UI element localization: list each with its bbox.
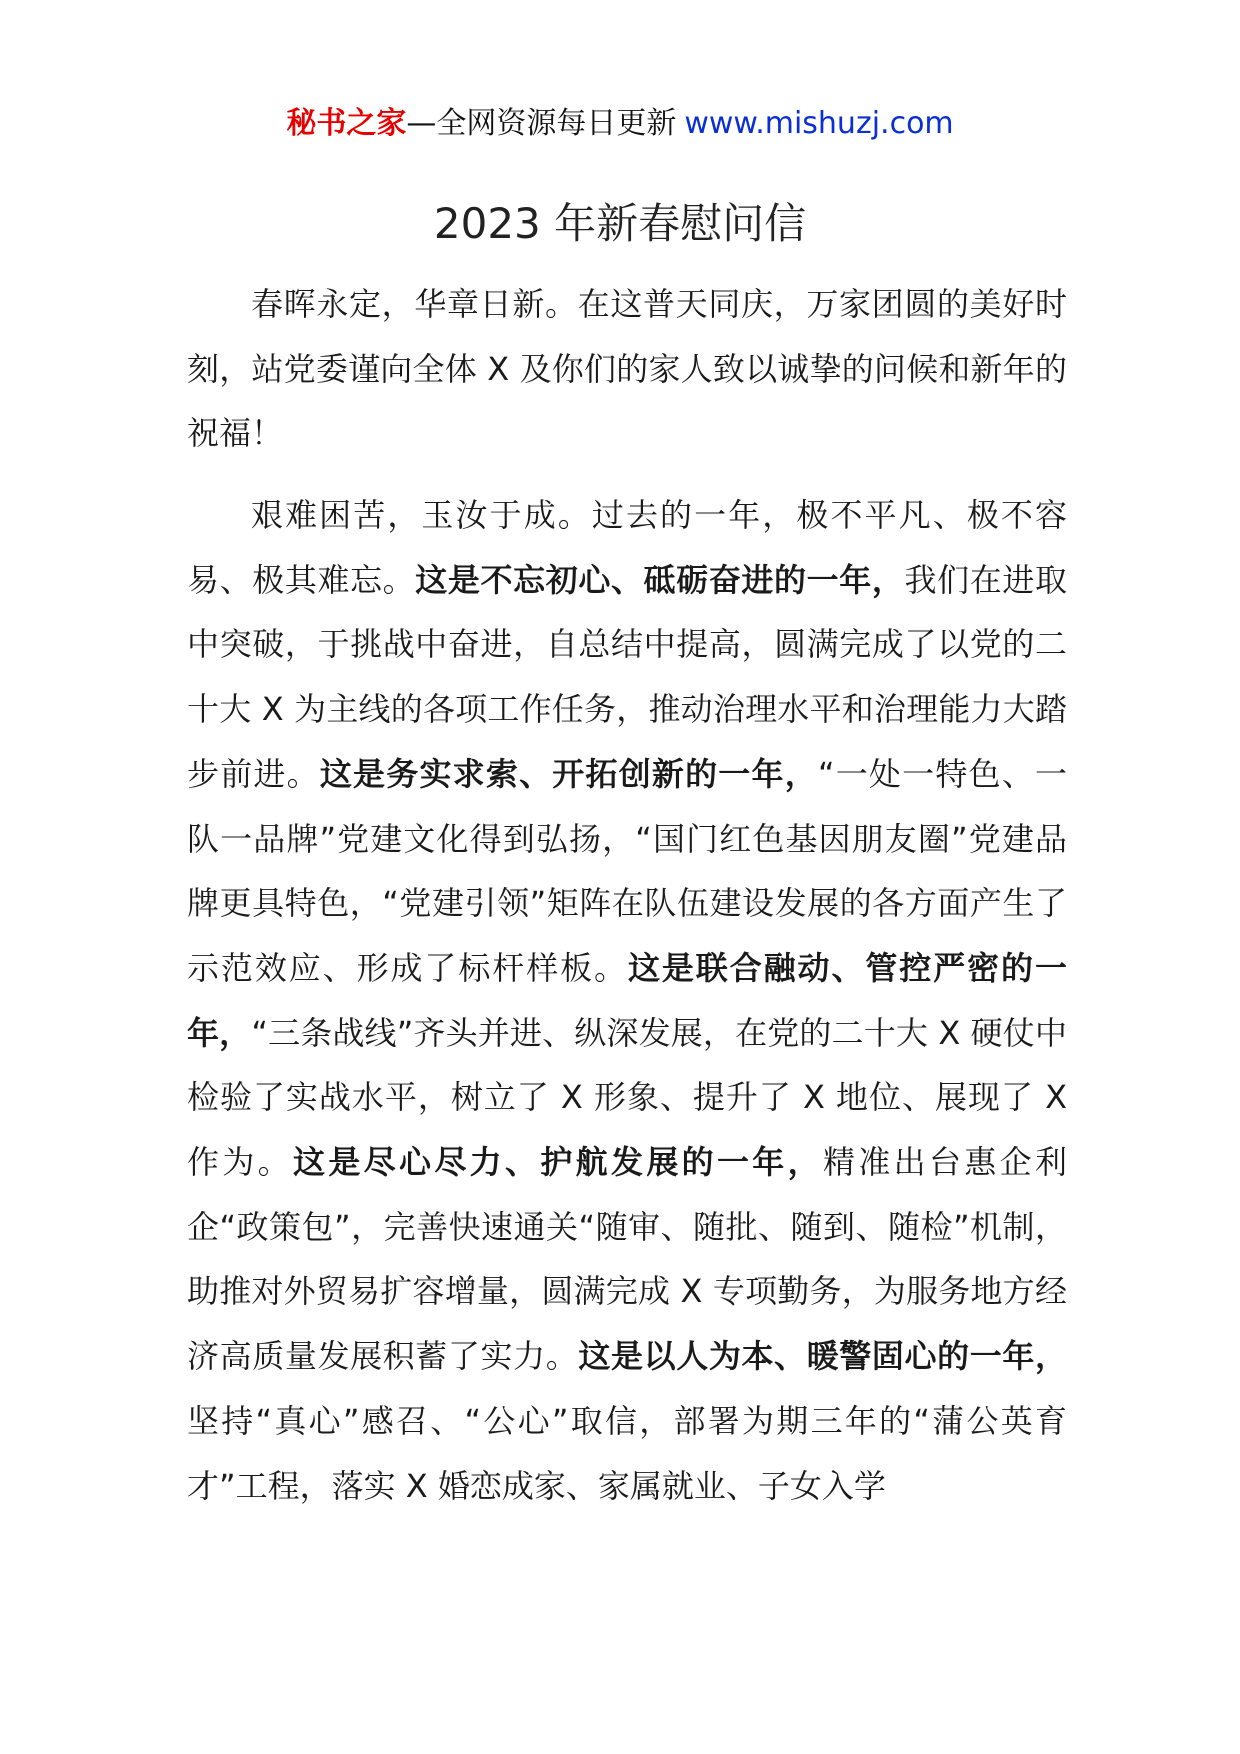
paragraph-text xyxy=(187,483,1067,1518)
paragraph-review xyxy=(187,483,1067,1518)
bold-highlight: 这是务实求索、开拓创新的一年， xyxy=(319,754,818,793)
brand-name: 秘书之家 xyxy=(286,106,407,141)
text-run: 艰难困苦，玉汝于成。过去的一年，极不平凡、极不容易、极其难忘。 xyxy=(187,496,1067,599)
text-run: 精准出台惠企利企“政策包”，完善快速通关“随审、随批、随到、随检”机制，助推对外贸易扩容增量，圆满完成 X 专项勤务，为服务地方经济高质量发展积蓄了实力。 xyxy=(187,1143,1067,1376)
paragraph-greeting xyxy=(187,272,1067,466)
header-tagline: —全网资源每日更新 xyxy=(406,106,677,141)
site-url-link[interactable]: www.mishuzj.com xyxy=(684,106,954,141)
text-run: “三条战线”齐头并进、纵深发展，在党的二十大 X 硬仗中检验了实战水平，树立了 X 形象、提升了 X 地位、展现了 X 作为。 xyxy=(187,1013,1067,1182)
text-run: 坚持“真心”感召、“公心”取信，部署为期三年的“蒲公英育才”工程，落实 X 婚恋成家、家属就业、子女入学 xyxy=(187,1401,1067,1505)
document-title: 2023 年新春慰问信 xyxy=(433,199,807,248)
text-run: 我们在进取中突破，于挑战中奋进，自总结中提高，圆满完成了以党的二十大 X 为主线的各项工作任务，推动治理水平和治理能力大踏步前进。 xyxy=(187,560,1067,793)
text-run: “一处一特色、一队一品牌”党建文化得到弘扬，“国门红色基因朋友圈”党建品牌更具特色，“党建引领”矩阵在队伍建设发展的各方面产生了示范效应、形成了标杆样板。 xyxy=(187,754,1067,987)
bold-highlight: 这是联合融动、管控严密的一年， xyxy=(187,948,1067,1052)
site-header xyxy=(0,104,1240,144)
bold-highlight: 这是以人为本、暖警固心的一年， xyxy=(578,1337,1067,1376)
bold-highlight: 这是不忘初心、砥砺奋进的一年， xyxy=(415,560,905,599)
bold-highlight: 这是尽心尽力、护航发展的一年， xyxy=(293,1143,823,1182)
paragraph-text: 春晖永定，华章日新。在这普天同庆，万家团圆的美好时刻，站党委谨向全体 X 及你们的家人致以诚挚的问候和新年的祝福！ xyxy=(187,285,1067,453)
